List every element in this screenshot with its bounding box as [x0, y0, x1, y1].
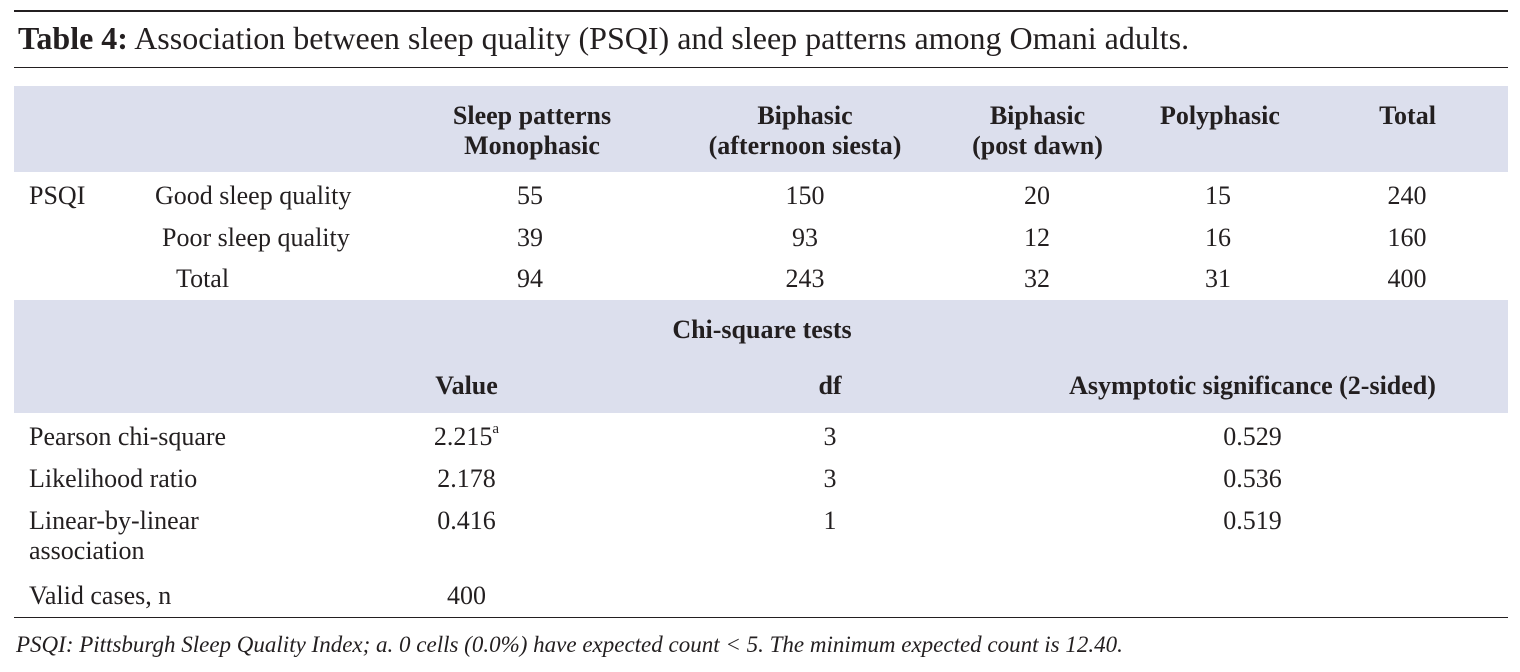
table-cell: 400 — [1387, 264, 1427, 293]
table-cell: 0.519 — [1223, 506, 1282, 535]
table-cell: 94 — [517, 264, 543, 293]
footnote-marker: a — [492, 421, 500, 438]
row-label: Pearson chi-square — [29, 422, 227, 451]
table-cell: 240 — [1387, 181, 1427, 210]
row-label: Good sleep quality — [155, 181, 352, 210]
table-footnote: PSQI: Pittsburgh Sleep Quality Index; a. 0 cells (0.0%) have expected count < 5. The minimum expected count is 12.40. — [16, 632, 1123, 657]
row-label: Poor sleep quality — [162, 223, 350, 252]
table-cell: 15 — [1205, 181, 1231, 210]
table-cell: 3 — [823, 422, 837, 451]
table-cell: 20 — [1024, 181, 1050, 210]
row-label: Linear-by-linear association — [29, 506, 199, 565]
column-header-biphasic-siesta: Biphasic (afternoon siesta) — [708, 101, 902, 160]
table-cell: 16 — [1205, 223, 1231, 252]
table-cell: 1 — [823, 506, 837, 535]
bottom-rule — [14, 617, 1508, 618]
row-label: Total — [176, 264, 230, 293]
column-header-value: Value — [435, 371, 498, 400]
caption-rule — [14, 67, 1508, 68]
column-header-polyphasic: Polyphasic — [1160, 101, 1280, 130]
top-rule — [14, 10, 1508, 12]
table-cell: 0.529 — [1223, 422, 1282, 451]
row-group-label: PSQI — [29, 181, 86, 210]
table-title — [18, 18, 1189, 58]
table-cell: 0.536 — [1223, 464, 1282, 493]
row-label: Valid cases, n — [29, 581, 172, 610]
table-cell: 160 — [1387, 223, 1427, 252]
table-cell: 32 — [1024, 264, 1050, 293]
column-header-df: df — [818, 371, 842, 400]
table-cell: 55 — [517, 181, 543, 210]
table-cell: 243 — [785, 264, 825, 293]
column-header-monophasic: Sleep patterns Monophasic — [452, 101, 612, 160]
table-cell: 150 — [785, 181, 825, 210]
table-cell: 0.416 — [437, 506, 496, 535]
table-cell: 3 — [823, 464, 837, 493]
table-cell: 93 — [792, 223, 818, 252]
table-cell: 31 — [1205, 264, 1231, 293]
table-caption: Association between sleep quality (PSQI) and sleep patterns among Omani adults. — [134, 20, 1190, 56]
table-cell: 2.178 — [437, 464, 496, 493]
table-cell: 2.215$^a$ — [433, 421, 500, 451]
table-cell: 12 — [1024, 223, 1050, 252]
table-cell: 400 — [447, 581, 486, 610]
row-label: Likelihood ratio — [29, 464, 198, 493]
table-label: Table 4: — [18, 20, 128, 56]
chi-square-heading: Chi-square tests — [672, 315, 852, 344]
column-header-total: Total — [1379, 101, 1436, 130]
column-header-biphasic-post-dawn: Biphasic (post dawn) — [972, 101, 1103, 160]
table-cell: 39 — [517, 223, 543, 252]
column-header-significance: Asymptotic significance (2-sided) — [1069, 371, 1436, 400]
